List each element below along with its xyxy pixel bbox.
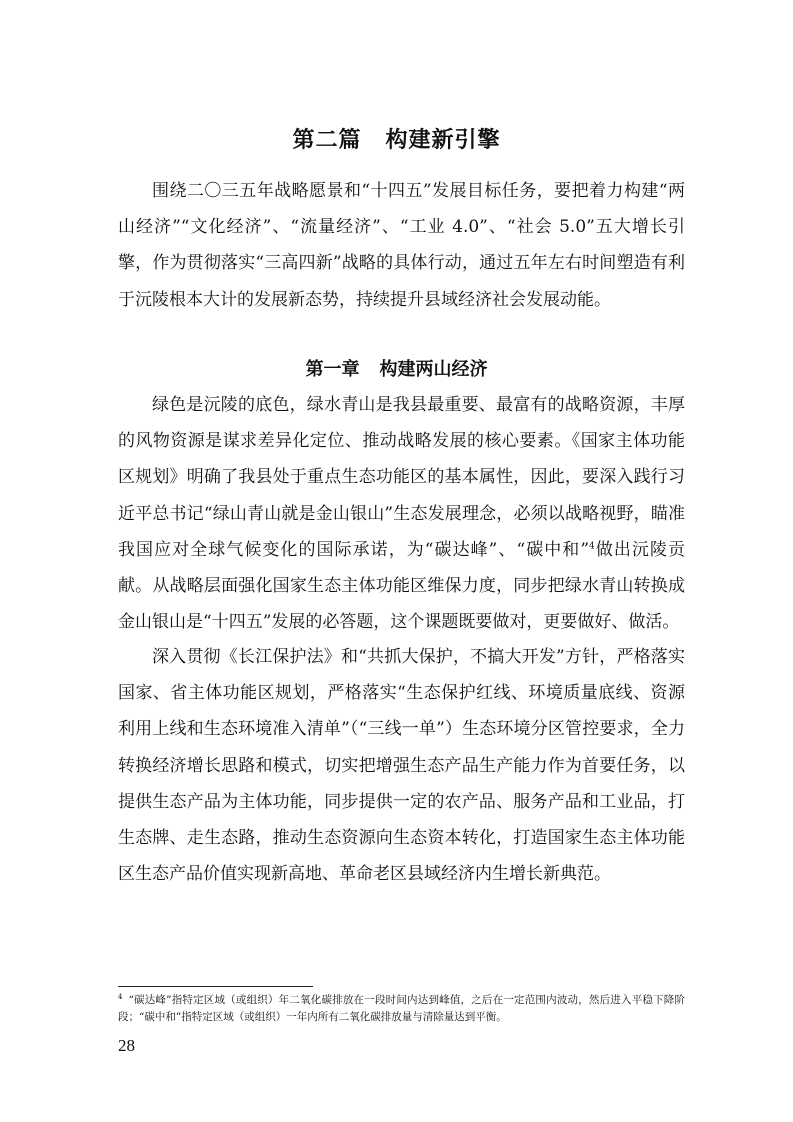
- part-name: 构建新引擎: [385, 126, 501, 153]
- body-paragraph-1: [118, 387, 685, 640]
- footnote-number: 4: [118, 992, 123, 1001]
- footnote: [118, 992, 685, 1026]
- part-title: [0, 123, 793, 154]
- footnote-reference[interactable]: 4: [589, 541, 595, 552]
- body-paragraph-2: 深入贯彻《长江保护法》和“共抓大保护，不搞大开发”方针，严格落实国家、省主体功能区规划，严格落实“生态保护红线、环境质量底线、资源利用上线和生态环境准入清单”（“三线一单”）生态环境分区管控要求，全力转换经济增长思路和模式，切实把增强生态产品生产能力作为首要任务，以提供生态产品为主体功能，同步提供一定的农产品、服务产品和工业品，打生态牌、走生态路，推动生态资源向生态资本转化，打造国家生态主体功能区生态产品价值实现新高地、革命老区县域经济内生增长新典范。: [118, 647, 685, 885]
- page-number: 28: [118, 1036, 135, 1055]
- footnote-divider: [118, 986, 313, 987]
- chapter-label: 第一章: [305, 358, 360, 380]
- intro-paragraph: 围绕二〇三五年战略愿景和“十四五”发展目标任务，要把着力构建“两山经济”“文化经济”、“流量经济”、“工业 4.0”、“社会 5.0”五大增长引擎，作为贯彻落实“三高四新”战略的具体行动，通过五年左右时间塑造有利于沅陵根本大计的发展新态势，持续提升县域经济社会发展动能。: [118, 181, 685, 310]
- paragraph-text: 绿色是沅陵的底色，绿水青山是我县最重要、最富有的战略资源，丰厚的风物资源是谋求差异化定位、推动战略发展的核心要素。《国家主体功能区规划》明确了我县处于重点生态功能区的基本属性，因此，要深入践行习近平总书记“绿山青山就是金山银山”生态发展理念，必须以战略视野，瞄准我国应对全球气候变化的国际承诺，为“碳达峰”、“碳中和”: [118, 395, 685, 560]
- part-label: 第二篇: [292, 126, 362, 153]
- chapter-title: [0, 355, 793, 381]
- chapter-name: 构建两山经济: [379, 358, 488, 380]
- paragraph-text: 做出沅陵贡献。从战略层面强化国家生态主体功能区维保力度，同步把绿水青山转换成金山银山是“十四五”发展的必答题，这个课题既要做对，更要做好、做活。: [118, 539, 685, 633]
- footnote-text: “碳达峰”指特定区域（或组织）年二氧化碳排放在一段时间内达到峰值，之后在一定范围内波动，然后进入平稳下降阶段；“碳中和”指特定区域（或组织）一年内所有二氧化碳排放量与清除量达到平衡。: [118, 994, 685, 1023]
